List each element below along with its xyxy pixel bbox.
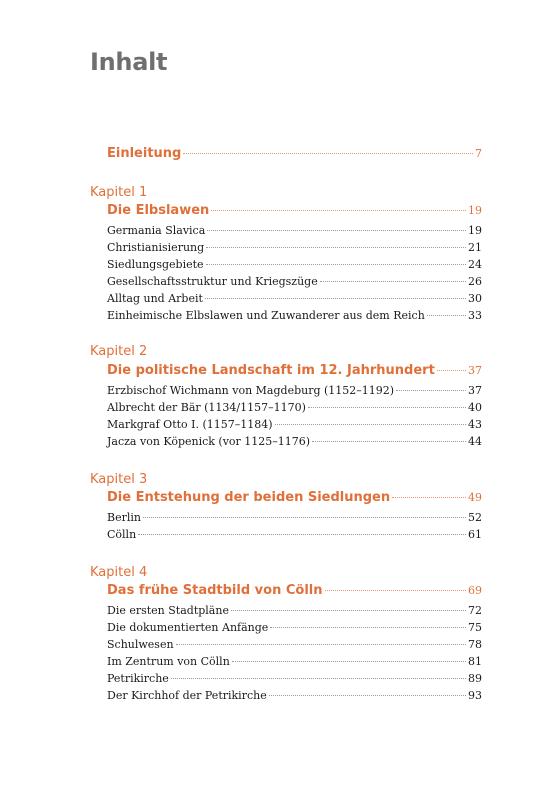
toc-entry-title: Alltag und Arbeit — [107, 292, 203, 305]
toc-entry-section[interactable] — [107, 241, 482, 258]
toc-page-number: 69 — [468, 584, 482, 597]
toc-entry-section[interactable] — [107, 292, 482, 309]
toc-entry-title: Erzbischof Wichmann von Magdeburg (1152–1192) — [107, 384, 395, 397]
toc-page-number: 75 — [468, 621, 482, 634]
leader-dots — [312, 441, 466, 442]
leader-dots — [427, 315, 466, 316]
toc-entry-section[interactable] — [107, 689, 482, 706]
leader-dots — [211, 210, 466, 211]
leader-dots — [308, 407, 466, 408]
toc-page-number: 43 — [468, 418, 482, 431]
leader-dots — [231, 610, 466, 611]
toc-entry-chapter[interactable] — [107, 490, 482, 505]
toc-page-number: 19 — [468, 204, 482, 217]
toc-entry-section[interactable] — [107, 418, 482, 435]
leader-dots — [437, 370, 466, 371]
toc-page-number: 61 — [468, 528, 482, 541]
toc-page-number: 49 — [468, 491, 482, 504]
toc-entry-title: Schulwesen — [107, 638, 174, 651]
toc-page-number: 37 — [468, 364, 482, 377]
leader-dots — [392, 497, 466, 498]
toc-page-number: 81 — [468, 655, 482, 668]
toc-entry-title: Die Elbslawen — [107, 203, 210, 218]
toc-page-number: 52 — [468, 511, 482, 524]
toc-entry-title: Germania Slavica — [107, 224, 206, 237]
toc-page-number: 33 — [468, 309, 482, 322]
toc-entry-title: Das frühe Stadtbild von Cölln — [107, 583, 323, 598]
toc-page-number: 24 — [468, 258, 482, 271]
toc-entry-section[interactable] — [107, 309, 482, 326]
page-title: Inhalt — [90, 48, 168, 76]
leader-dots — [320, 281, 466, 282]
toc-entry-section[interactable] — [107, 258, 482, 275]
toc-entry-title: Der Kirchhof der Petrikirche — [107, 689, 267, 702]
chapter-label: Kapitel 2 — [90, 344, 148, 359]
toc-entry-chapter[interactable] — [107, 583, 482, 598]
toc-entry-title: Cölln — [107, 528, 137, 541]
toc-page-number: 93 — [468, 689, 482, 702]
toc-entry-section[interactable] — [107, 638, 482, 655]
toc-entry-title: Gesellschaftsstruktur und Kriegszüge — [107, 275, 318, 288]
leader-dots — [206, 264, 466, 265]
toc-page-number: 19 — [468, 224, 482, 237]
toc-page-number: 7 — [475, 147, 482, 160]
toc-entry-title: Die ersten Stadtpläne — [107, 604, 229, 617]
toc-page-number: 44 — [468, 435, 482, 448]
leader-dots — [183, 153, 473, 154]
toc-entry-title: Christianisierung — [107, 241, 205, 254]
leader-dots — [275, 424, 466, 425]
toc-entry-section[interactable] — [107, 511, 482, 528]
leader-dots — [207, 230, 466, 231]
toc-entry-title: Markgraf Otto I. (1157–1184) — [107, 418, 273, 431]
toc-entry-section[interactable] — [107, 621, 482, 638]
toc-page-number: 21 — [468, 241, 482, 254]
toc-entry-section[interactable] — [107, 604, 482, 621]
toc-page-number: 26 — [468, 275, 482, 288]
toc-entry-section[interactable] — [107, 384, 482, 401]
toc-entry-section[interactable] — [107, 528, 482, 545]
toc-entry-title: Die Entstehung der beiden Siedlungen — [107, 490, 391, 505]
toc-page-number: 78 — [468, 638, 482, 651]
toc-entry-section[interactable] — [107, 401, 482, 418]
toc-entry-title: Albrecht der Bär (1134/1157–1170) — [107, 401, 306, 414]
leader-dots — [270, 627, 466, 628]
toc-entry-section[interactable] — [107, 435, 482, 452]
toc-entry-title: Die dokumentierten Anfänge — [107, 621, 269, 634]
toc-page-number: 40 — [468, 401, 482, 414]
toc-entry-intro[interactable] — [107, 146, 482, 161]
toc-entry-section[interactable] — [107, 672, 482, 689]
leader-dots — [206, 247, 466, 248]
toc-entry-section[interactable] — [107, 224, 482, 241]
leader-dots — [138, 534, 466, 535]
chapter-label: Kapitel 1 — [90, 185, 148, 200]
toc-entry-chapter[interactable] — [107, 203, 482, 218]
toc-entry-title: Im Zentrum von Cölln — [107, 655, 230, 668]
leader-dots — [171, 678, 466, 679]
toc-entry-title: Die politische Landschaft im 12. Jahrhundert — [107, 363, 435, 378]
leader-dots — [143, 517, 466, 518]
toc-page-number: 72 — [468, 604, 482, 617]
leader-dots — [232, 661, 466, 662]
toc-entry-chapter[interactable] — [107, 363, 482, 378]
leader-dots — [176, 644, 466, 645]
toc-page-number: 30 — [468, 292, 482, 305]
toc-entry-title: Einheimische Elbslawen und Zuwanderer aus dem Reich — [107, 309, 425, 322]
toc-entry-section[interactable] — [107, 275, 482, 292]
toc-entry-title: Petrikirche — [107, 672, 169, 685]
toc-page-number: 37 — [468, 384, 482, 397]
leader-dots — [205, 298, 466, 299]
toc-entry-title: Jacza von Köpenick (vor 1125–1176) — [107, 435, 311, 448]
leader-dots — [325, 590, 467, 591]
chapter-label: Kapitel 4 — [90, 565, 148, 580]
chapter-label: Kapitel 3 — [90, 472, 148, 487]
toc-entry-title: Siedlungsgebiete — [107, 258, 204, 271]
leader-dots — [396, 390, 466, 391]
toc-page-number: 89 — [468, 672, 482, 685]
toc-entry-title: Berlin — [107, 511, 141, 524]
leader-dots — [269, 695, 466, 696]
toc-entry-title: Einleitung — [107, 146, 182, 161]
toc-entry-section[interactable] — [107, 655, 482, 672]
